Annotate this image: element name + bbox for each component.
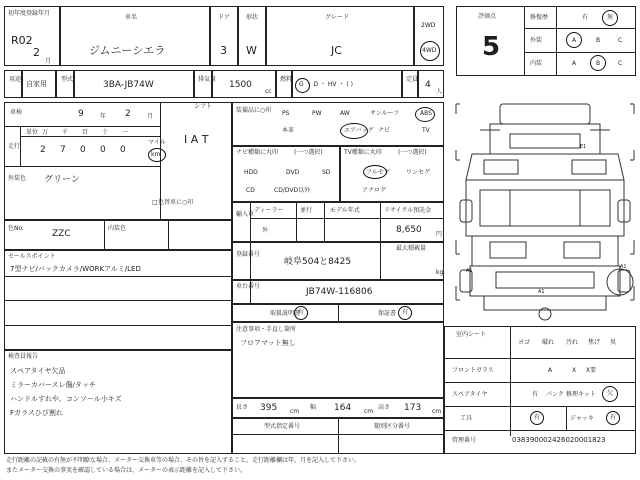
recycle-value: 8,650 [396,225,422,235]
tool-value: 有 [534,414,541,421]
drive-label-2wd: 2WD [421,22,436,29]
color-label: 外装色 [8,175,27,182]
tv-note: (一つ選択) [398,149,427,156]
max-load-label: 最大積載量 [396,245,427,252]
model-code-label-cell [56,70,74,98]
exterior-label: 外装 [530,37,543,44]
tv-label: TV種類に丸印 [344,149,382,156]
usage-label-cell [4,70,22,98]
footer-note-2: またメーター交換の事実を確認している場合は、メーターの表示距離を記入して下さい。 [6,467,247,474]
dealer-label: ディーラー [254,207,284,214]
tv-fullseg-circle [363,165,387,179]
recycle-unit: 円 [436,231,443,238]
mileage-digit: 0 [80,145,86,155]
mileage-digit-label: 一 [122,129,129,136]
length-value: 395 [260,403,278,413]
inspector-note-line: スペアタイヤ欠品 [10,367,66,375]
length-label: 長さ [236,404,249,411]
displacement-label-cell [194,70,217,98]
seat-label: 室内シート [456,331,487,338]
doors-cell [210,6,238,66]
max-load-unit: kg [436,269,444,276]
mgmt-value: 038390002426020001823 [512,436,606,444]
tool-label: 工具 [460,415,473,422]
diagram-mark-a1-right: A1 [620,264,627,270]
diagram-mark-e1: E1 [580,144,587,150]
mileage-unit-label: マイル [148,139,166,146]
notes-label: 注意事項・手直し箇所 [236,326,297,333]
color-no-value: ZZC [52,229,71,239]
model-code-value: 3BA-JB74W [103,80,154,90]
plate-value: 岐阜504と8425 [284,257,352,267]
capacity-value: 4 [425,80,431,90]
dealer-import-label: 輸入車 [236,211,255,218]
jack-label: ジャッキ [570,415,594,422]
inspector-note-line: ハンドルすれや、コンソール小キズ [10,395,122,403]
equipment-item: サンルーフ [370,110,400,117]
glass-option-x: X [572,367,577,374]
sales-point-value: 7型ナビ/バックカメラ/WORKアルミ/LED [10,265,141,273]
recycle-label: リサイクル預託金 [384,207,432,214]
fuel-label-cell [276,70,292,98]
equipment-label: 装備品に○印 [236,107,272,114]
navi-item: CD [246,187,255,194]
navi-item: HDD [244,169,258,176]
capacity-label: 定員 [406,76,419,83]
inspection-label: 車検 [10,109,23,116]
displacement-cell [212,70,276,98]
length-unit: cm [290,408,300,415]
interior-option-b: B [596,60,601,67]
width-unit: cm [364,408,374,415]
mileage-digit: 0 [120,145,126,155]
equipment-item: 本革 [282,127,295,134]
shape-value: W [246,44,257,57]
spare-option-kit: 修理キット [566,391,596,398]
mileage-unit: km [151,151,161,158]
spare-label: スペアタイヤ [452,391,488,398]
shift-value: I A T [184,133,209,146]
inspection-year: 9 [78,109,84,119]
doors-label: ドア [218,14,230,21]
shift-label: シフト [194,103,213,110]
manual-label: 取扱説明書 [270,310,301,317]
equipment-item: AW [340,110,350,117]
height-label: 高さ [378,404,391,411]
mileage-digit: 2 [40,145,46,155]
grade-label: グレード [325,14,350,21]
seat-item: 焦げ [588,339,601,346]
first-reg-month-unit: 月 [45,58,52,65]
notes-block [232,322,444,398]
first-registration-cell [4,6,60,66]
usage-cell [22,70,56,98]
spare-option-yes: 有 [532,391,539,398]
equipment-item: エアバッグ [344,127,374,134]
manual-value: 有 [298,309,305,316]
equipment-item: TV [422,127,430,134]
first-reg-era: R02 [11,34,33,47]
fuel-cell [292,70,402,98]
drive-cell [414,6,444,66]
repair-option-yes: 有 [582,14,589,21]
seat-item: 臭 [610,339,617,346]
navi-item: SD [322,169,331,176]
repair-option-no: 無 [607,14,614,21]
inspection-month-unit: 月 [147,113,154,120]
spare-option-missing: 欠 [607,390,614,397]
usage-label: 用途 [9,76,22,83]
inspector-notes-label: 検査員報告 [8,353,39,360]
shape-label: 形状 [246,14,259,21]
first-reg-label: 初年度登録年月 [8,10,51,17]
color-value: グリーン [44,175,80,185]
mileage-digit: 0 [100,145,106,155]
mileage-digit-label: 十 [102,129,109,136]
color-no-label: 色No. [8,225,24,232]
capacity-unit: 人 [436,88,443,95]
jack-value: 有 [610,414,617,421]
navi-item: DVD [286,169,300,176]
model-name: ジムニーシエラ [89,44,166,57]
exterior-option-b: B [596,37,601,44]
car-damage-diagram [450,90,640,322]
drive-value: 4WD [422,47,437,54]
color-change-label: 色替車に○印 [158,199,194,206]
tv-item: アナログ [362,187,387,194]
navi-label: ナビ種類に丸印 [236,149,279,156]
displacement-unit: cc [265,88,272,95]
tv-item: フルセグ [366,169,390,176]
equipment-abs-circle [415,107,435,122]
model-code-cell [74,70,194,98]
dealer-value: 外 [262,227,269,234]
inspection-month: 2 [125,109,131,119]
width-label: 幅 [310,404,317,411]
interior-label: 内装 [530,60,543,67]
height-unit: cm [432,408,442,415]
interior-option-c: C [618,60,623,67]
warranty-value: 有 [402,309,409,316]
class-label: 類別区分番号 [374,423,411,430]
capacity-cell [418,70,444,98]
chassis-value: JB74W-116806 [306,287,373,297]
inspector-note-line: Fガラスひび割れ [10,409,63,417]
mileage-prefix-label: 単位 [26,129,39,136]
exterior-option-c: C [618,37,623,44]
seat-item: 破れ [542,339,555,346]
inspection-mileage-block [4,102,232,220]
fuel-label: 燃料 [280,76,293,83]
mileage-label: 走行 [8,143,21,150]
equipment-item: PW [312,110,322,117]
seat-item: ヨゴ [518,339,531,346]
footer-note-1: 走行距離の記載の有無が不明瞭な場合、メーター交換車等の場合、その旨を記入すること。走行距離欄は年、月を記入して下さい。 [6,457,361,464]
equipment-item: ナビ [378,127,391,134]
mileage-digit-label: 百 [82,129,89,136]
usage-value: 自家用 [26,80,47,88]
navi-note: (一つ選択) [294,149,323,156]
model-year-label: モデル年式 [330,207,360,214]
inspection-year-unit: 年 [100,113,107,120]
exterior-option-a: A [572,37,577,44]
designation-label: 型式指定番号 [264,423,301,430]
equipment-airbag-circle [340,123,368,139]
shape-cell [238,6,266,66]
navi-item: CD/DVD以外 [274,187,311,194]
diagram-mark-a1-rear: A1 [538,289,545,295]
width-value: 164 [334,403,352,413]
grade-name-cell [266,6,414,66]
displacement-value: 1500 [229,80,252,90]
score-value: 5 [482,32,501,62]
equipment-item: ABS [420,110,432,117]
plate-label: 登録番号 [236,251,261,258]
glass-option-a: A [548,367,553,374]
mileage-digit: 7 [60,145,66,155]
first-reg-month: 2 [33,46,40,59]
repair-label: 修復歴 [530,14,549,21]
model-name-cell [60,6,210,66]
grade-value: JC [331,44,342,57]
model-code-label: 型式 [61,76,74,83]
capacity-label-cell [402,70,418,98]
warranty-label: 保証書 [378,310,397,317]
interior-option-a: A [572,60,577,67]
color-change-icon: □ [152,199,158,206]
doors-value: 3 [220,44,227,57]
mileage-digit-label: 万 [42,129,49,136]
spare-option-puncture: パンク [546,391,564,398]
score-label: 評価点 [478,13,497,20]
model-name-label: 車名 [125,14,138,21]
tv-item: ワンセグ [406,169,431,176]
glass-option-xreq: X要 [586,367,597,374]
mileage-digit-label: 千 [62,129,69,136]
dealer-other-label: 並行 [300,207,313,214]
notes-value: フロアマット無し [240,339,296,347]
sales-point-label: セールスポイント [8,253,56,260]
fuel-options: G ・ D ・ HV ・ ( ) [299,81,353,88]
mgmt-label: 管理番号 [452,437,477,444]
height-value: 173 [404,403,422,413]
displacement-label: 排気量 [198,76,217,83]
glass-label: フロントガラス [452,367,494,374]
seat-item: 汚れ [566,339,579,346]
diagram-mark-a1-left: A1 [466,268,473,274]
interior-color-label: 内装色 [108,225,127,232]
chassis-label: 車台番号 [236,283,261,290]
inspector-note-line: ミラーカバースレ傷/タッチ [10,381,96,389]
equipment-item: PS [282,110,290,117]
